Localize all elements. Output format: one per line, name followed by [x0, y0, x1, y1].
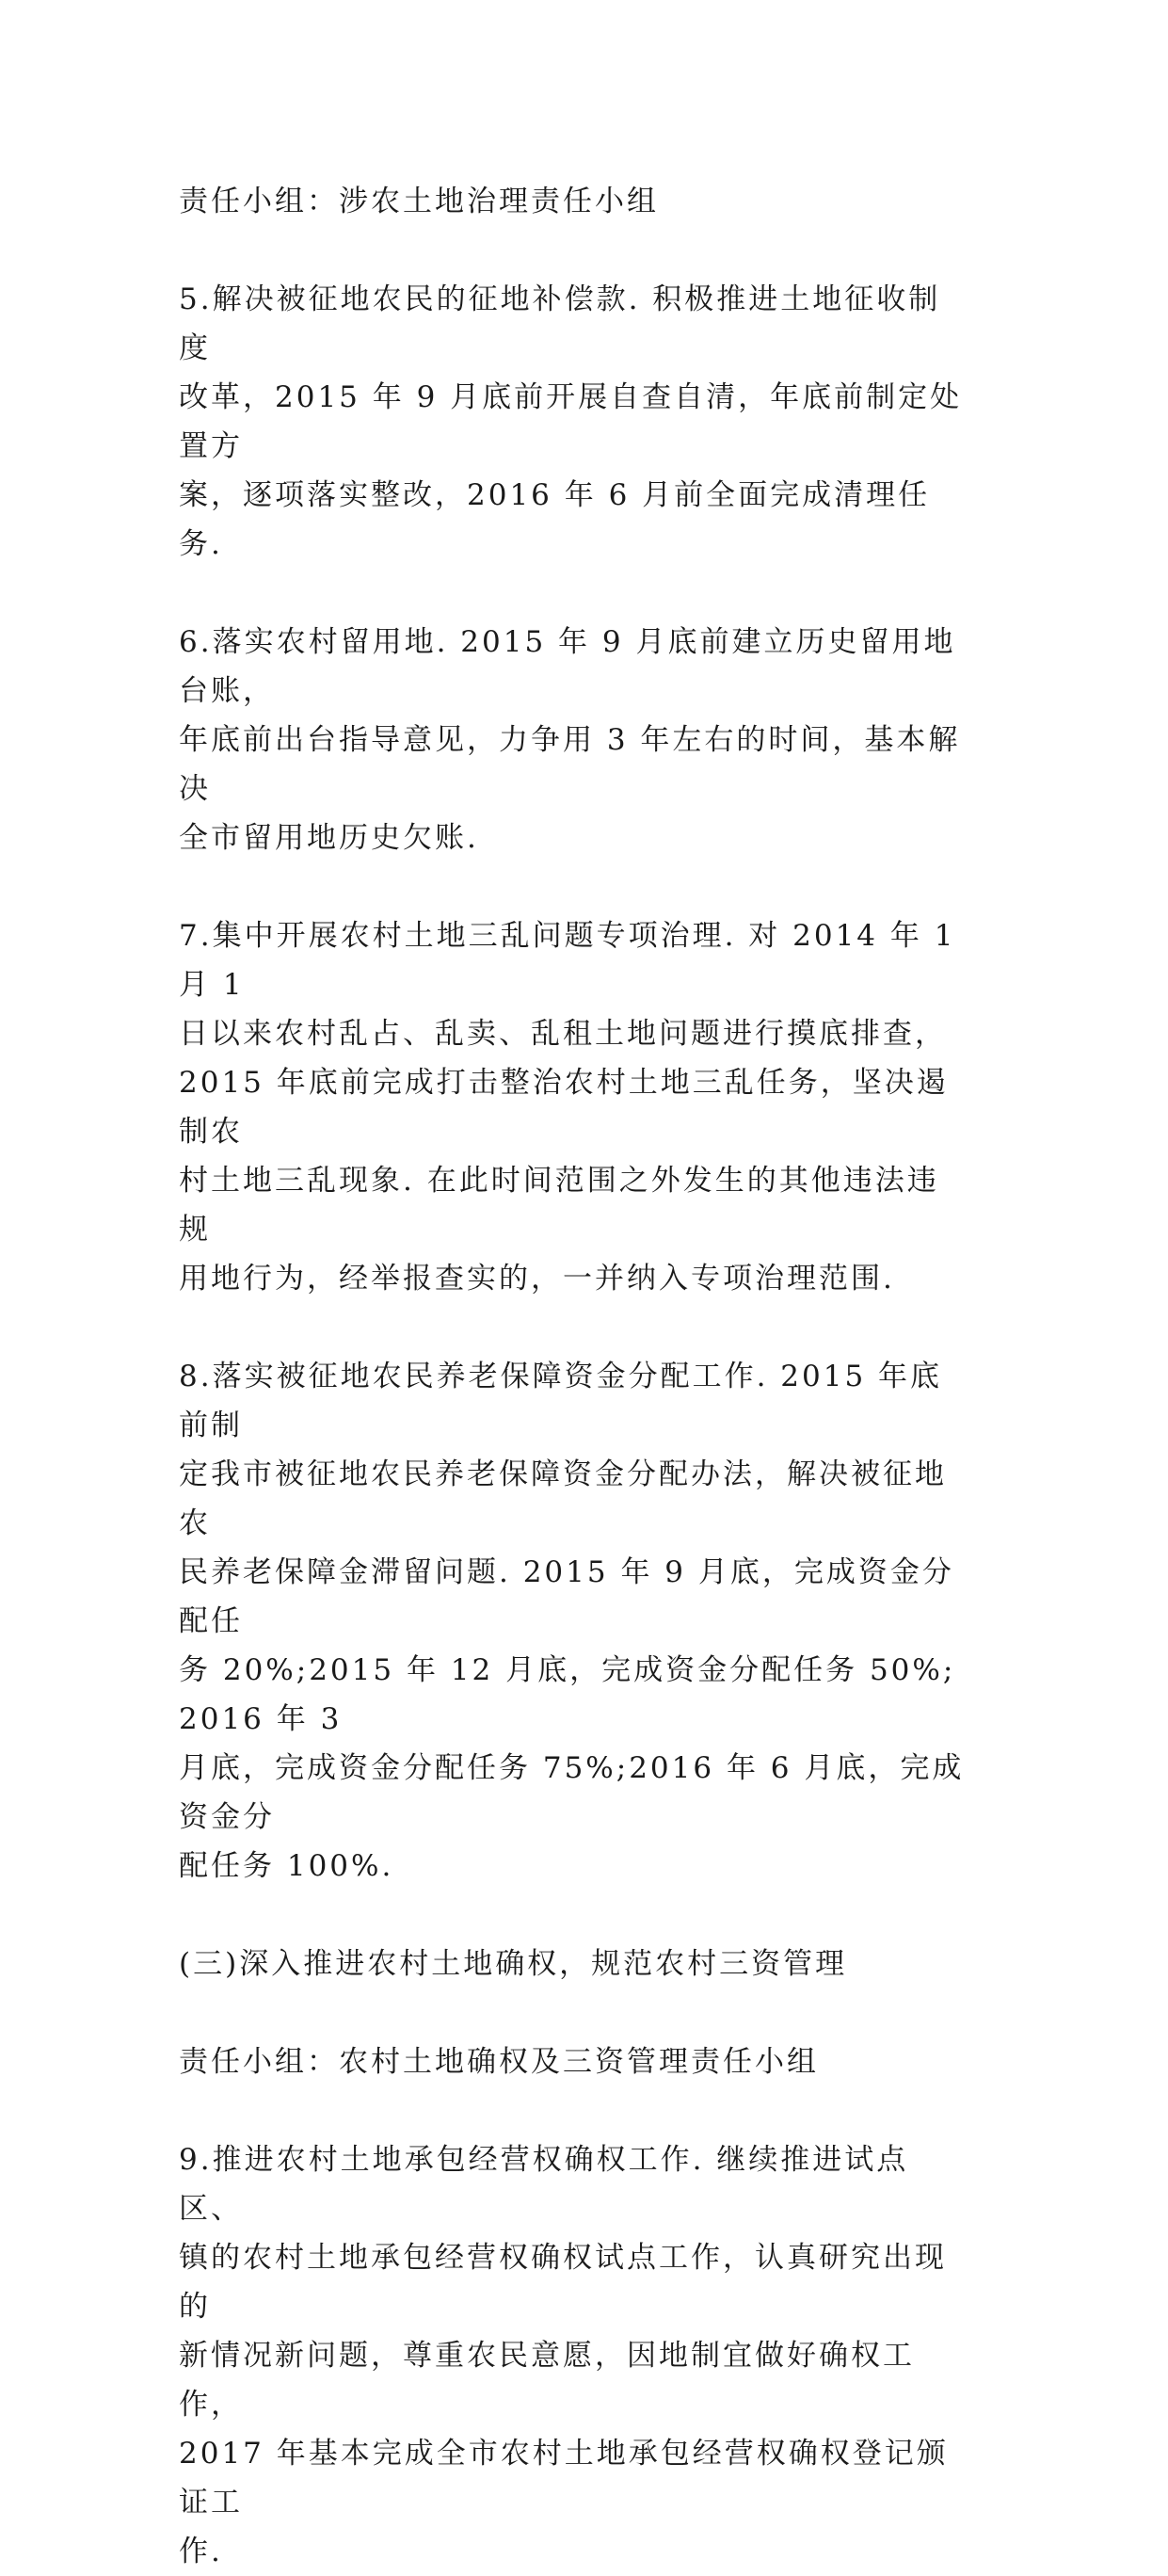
document-body [179, 177, 969, 2576]
paragraph-gap [179, 862, 969, 911]
responsible-group-line: 责任小组：涉农土地治理责任小组 [179, 185, 659, 218]
paragraph-gap [179, 569, 969, 618]
item-6-paragraph: 6.落实农村留用地. 2015 年 9 月底前建立历史留用地台账， 年底前出台指导意见，力争用 3 年左右的时间，基本解决 全市留用地历史欠账. [179, 625, 961, 855]
paragraph-gap [179, 2086, 969, 2135]
paragraph-gap [179, 1988, 969, 2037]
paragraph-gap [179, 226, 969, 275]
section-heading: (三)深入推进农村土地确权，规范农村三资管理 [179, 1947, 848, 1981]
item-7-paragraph: 7.集中开展农村土地三乱问题专项治理. 对 2014 年 1 月 1 日以来农村乱占、乱卖、乱租土地问题进行摸底排查， 2015 年底前完成打击整治农村土地三乱任务，坚决遏制农 村土地三乱现象. 在此时间范围之外发生的其他违法违规 用地行为，经举报查实的，一并纳入专项治理范围. [179, 919, 956, 1296]
responsible-group-line: 责任小组：农村土地确权及三资管理责任小组 [179, 2045, 819, 2079]
item-8-paragraph: 8.落实被征地农民养老保障资金分配工作. 2015 年底前制 定我市被征地农民养老保障资金分配办法，解决被征地农 民养老保障金滞留问题. 2015 年 9 月底，完成资金分配任 务 20%;2015 年 12 月底，完成资金分配任务 50%;2016 年 3 月底，完成资金分配任务 75%;2016 年 6 月底，完成资金分 配任务 100%. [179, 1360, 965, 1883]
item-5-paragraph: 5.解决被征地农民的征地补偿款. 积极推进土地征收制度 改革，2015 年 9 月底前开展自查自清，年底前制定处置方 案，逐项落实整改，2016 年 6 月前全面完成清理任务. [179, 282, 963, 561]
paragraph-gap [179, 1891, 969, 1940]
paragraph-gap [179, 1303, 969, 1352]
item-9-paragraph: 9.推进农村土地承包经营权确权工作. 继续推进试点区、 镇的农村土地承包经营权确权试点工作，认真研究出现的 新情况新问题，尊重农民意愿，因地制宜做好确权工作， 2017 年基本完成全市农村土地承包经营权确权登记颁证工 作. [179, 2143, 949, 2568]
